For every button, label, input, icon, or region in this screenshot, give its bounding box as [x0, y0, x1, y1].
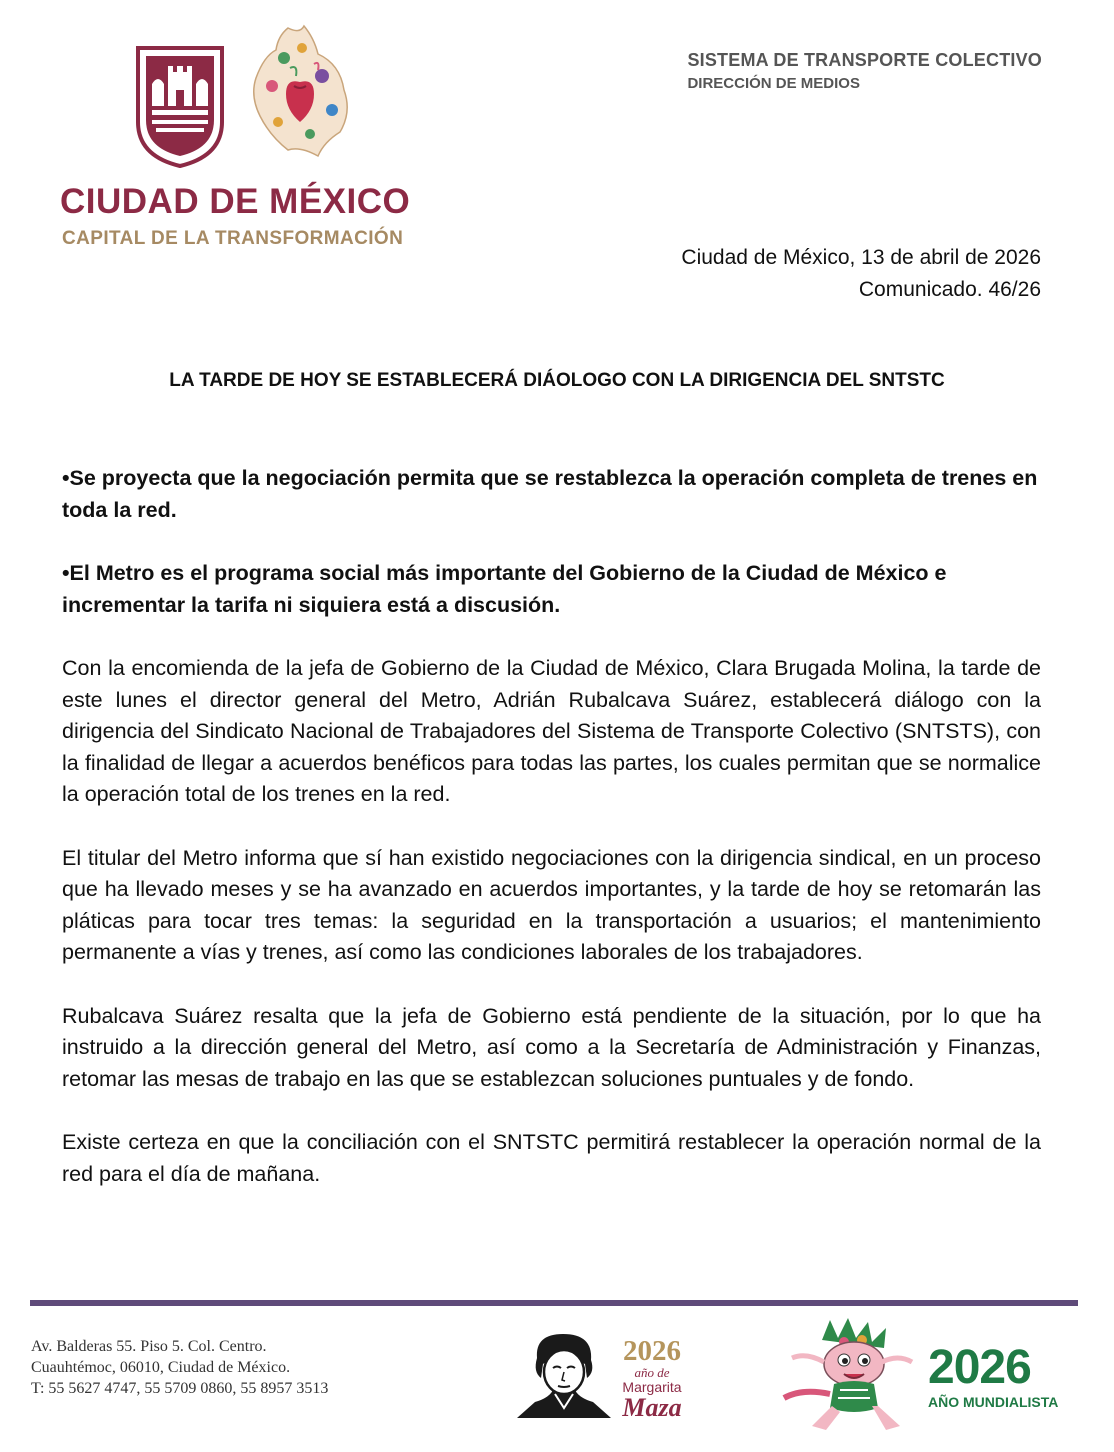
- phone-numbers: T: 55 5627 4747, 55 5709 0860, 55 8957 3513: [31, 1380, 329, 1397]
- margarita-maza-portrait-icon: [515, 1328, 613, 1420]
- axolotl-mascot-icon: [782, 1318, 920, 1436]
- mundial-2026-logo: [928, 1341, 1078, 1410]
- footer-divider: [30, 1300, 1078, 1306]
- mundial-year: 2026: [928, 1341, 1031, 1394]
- body-paragraph: Existe certeza en que la conciliación con el SNTSTC permitirá restablecer la operación normal de la red para el día de mañana.: [62, 1130, 1041, 1186]
- agency-department: DIRECCIÓN DE MEDIOS: [687, 75, 860, 92]
- city-name: CIUDAD DE MÉXICO: [60, 182, 411, 221]
- place-date: Ciudad de México, 13 de abril de 2026: [681, 246, 1041, 269]
- margarita-year: 2026: [623, 1335, 681, 1367]
- margarita-surname: Maza: [622, 1393, 682, 1422]
- city-tagline: CAPITAL DE LA TRANSFORMACIÓN: [62, 228, 404, 249]
- margarita-maza-logo: [612, 1336, 692, 1421]
- body-paragraph: Rubalcava Suárez resalta que la jefa de Gobierno está pendiente de la situación, por lo que ha instruido a la dirección general del Metro, así como a la Secretaría de Administración y Finanzas, retomar las mesas de trabajo en las que se establezcan soluciones puntuales y de fondo.: [62, 1003, 1041, 1091]
- agency-heading: [687, 50, 1042, 92]
- dateline: [681, 242, 1041, 306]
- castle-shield-icon: [134, 44, 226, 170]
- agency-name: SISTEMA DE TRANSPORTE COLECTIVO: [687, 50, 1042, 70]
- summary-bullet: •Se proyecta que la negociación permita que se restablezca la operación completa de trenes en toda la red.: [62, 466, 1038, 522]
- mundial-label: AÑO MUNDIALISTA: [928, 1394, 1059, 1410]
- margarita-line: año de: [634, 1365, 670, 1380]
- footer-address: [31, 1336, 328, 1399]
- cdmx-map-heart-icon: [248, 24, 358, 159]
- press-release-body: [62, 463, 1041, 1222]
- body-paragraph: El titular del Metro informa que sí han existido negociaciones con la dirigencia sindical, en un proceso que ha llevado meses y se ha avanzado en acuerdos importantes, y la tarde de hoy se retomarán las pláticas para tocar tres temas: la seguridad en la transportación a usuarios; el mantenimiento permanente a vías y trenes, así como las condiciones laborales de los trabajadores.: [62, 845, 1041, 964]
- margarita-name: Margarita: [622, 1379, 682, 1395]
- bulletin-number: Comunicado. 46/26: [858, 278, 1041, 301]
- address-line: Av. Balderas 55. Piso 5. Col. Centro.: [31, 1338, 267, 1355]
- body-paragraph: Con la encomienda de la jefa de Gobierno de la Ciudad de México, Clara Brugada Molina, la tarde de este lunes el director general del Metro, Adrián Rubalcava Suárez, establecerá diálogo con la dirigencia del Sindicato Nacional de Trabajadores del Sistema de Transporte Colectivo (SNTSTS), con la finalidad de llegar a acuerdos benéficos para todas las partes, los cuales permitan que se normalice la operación total de los trenes en la red.: [62, 656, 1041, 806]
- address-line: Cuauhtémoc, 06010, Ciudad de México.: [31, 1359, 291, 1376]
- press-release-headline: LA TARDE DE HOY SE ESTABLECERÁ DIÁOLOGO CON LA DIRIGENCIA DEL SNTSTC: [169, 370, 945, 391]
- summary-bullet: •El Metro es el programa social más importante del Gobierno de la Ciudad de México e incrementar la tarifa ni siquiera está a discusión.: [62, 561, 947, 617]
